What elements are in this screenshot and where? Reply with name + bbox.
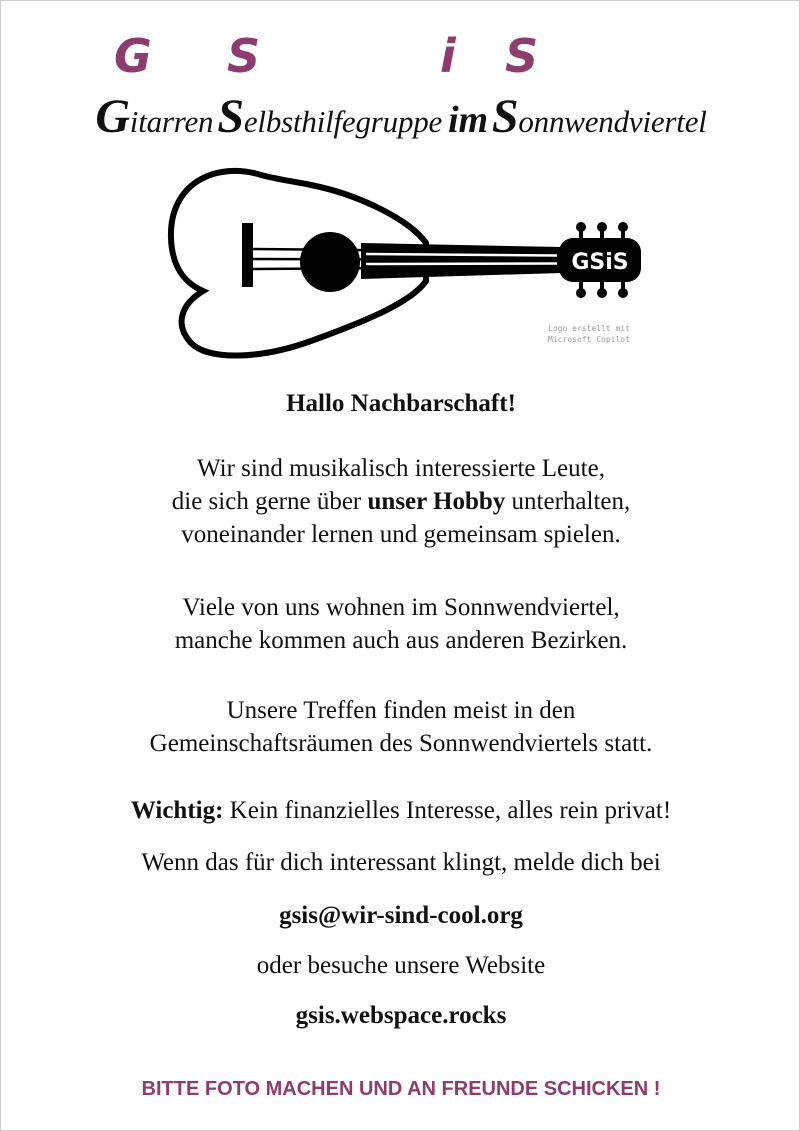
contact-prompt: Wenn das für dich interessant klingt, melde dich bei — [141, 849, 661, 876]
intro-paragraph — [1, 452, 800, 551]
acronym-letter-s2: S — [505, 29, 539, 83]
website-prompt: oder besuche unsere Website — [256, 952, 546, 979]
guitar-string — [253, 259, 561, 260]
logo-credit — [539, 323, 639, 345]
website-url[interactable]: gsis.webspace.rocks — [295, 1002, 507, 1029]
fullname-cap-i: i — [448, 99, 459, 141]
intro-line3: voneinander lernen und gemeinsam spielen. — [181, 521, 621, 548]
meetings-paragraph — [1, 694, 800, 760]
neighbors-line1: Viele von uns wohnen im Sonnwendviertel, — [182, 594, 620, 621]
fullname-rest-4: onnwendviertel — [518, 104, 707, 139]
headstock-badge-text: GSiS — [571, 250, 629, 275]
acronym-letter-g: G — [114, 29, 152, 83]
guitar-soundhole — [300, 232, 360, 292]
contact-email[interactable]: gsis@wir-sind-cool.org — [279, 902, 523, 929]
important-note — [1, 794, 800, 827]
fullname-rest-3: m — [458, 99, 488, 141]
hobby-emphasis: unser Hobby — [367, 488, 506, 515]
important-label: Wichtig: — [130, 797, 224, 824]
fullname-cap-s2: S — [491, 90, 519, 143]
acronym-letter-s: S — [227, 29, 261, 83]
fullname-rest-2: elbsthilfegruppe — [243, 104, 443, 139]
acronym-heading — [1, 29, 800, 89]
fullname-cap-s: S — [217, 90, 244, 143]
meetings-line1: Unsere Treffen finden meist in den — [226, 697, 576, 724]
group-fullname — [1, 90, 800, 143]
fullname-rest-1: itarren — [129, 104, 214, 139]
acronym-letter-i: i — [440, 29, 456, 83]
intro-line2: die sich gerne über unser Hobby unterhalten, — [171, 488, 631, 515]
important-text: Kein finanzielles Interesse, alles rein privat! — [223, 797, 672, 824]
meetings-line2: Gemeinschaftsräumen des Sonnwendviertels statt. — [149, 730, 653, 757]
fullname-cap-g: G — [95, 90, 130, 143]
logo-credit-line1: Logo erstellt mit — [548, 324, 630, 333]
footer-call-to-action: BITTE FOTO MACHEN UND AN FREUNDE SCHICKEN ! — [141, 1078, 661, 1100]
greeting-heading: Hallo Nachbarschaft! — [286, 390, 516, 417]
guitar-bridge — [242, 223, 253, 287]
neighbors-line2: manche kommen auch aus anderen Bezirken. — [174, 627, 628, 654]
logo-credit-line2: Microsoft Copilot — [548, 335, 630, 344]
neighbors-paragraph — [1, 591, 800, 657]
intro-line1: Wir sind musikalisch interessierte Leute, — [197, 455, 605, 482]
